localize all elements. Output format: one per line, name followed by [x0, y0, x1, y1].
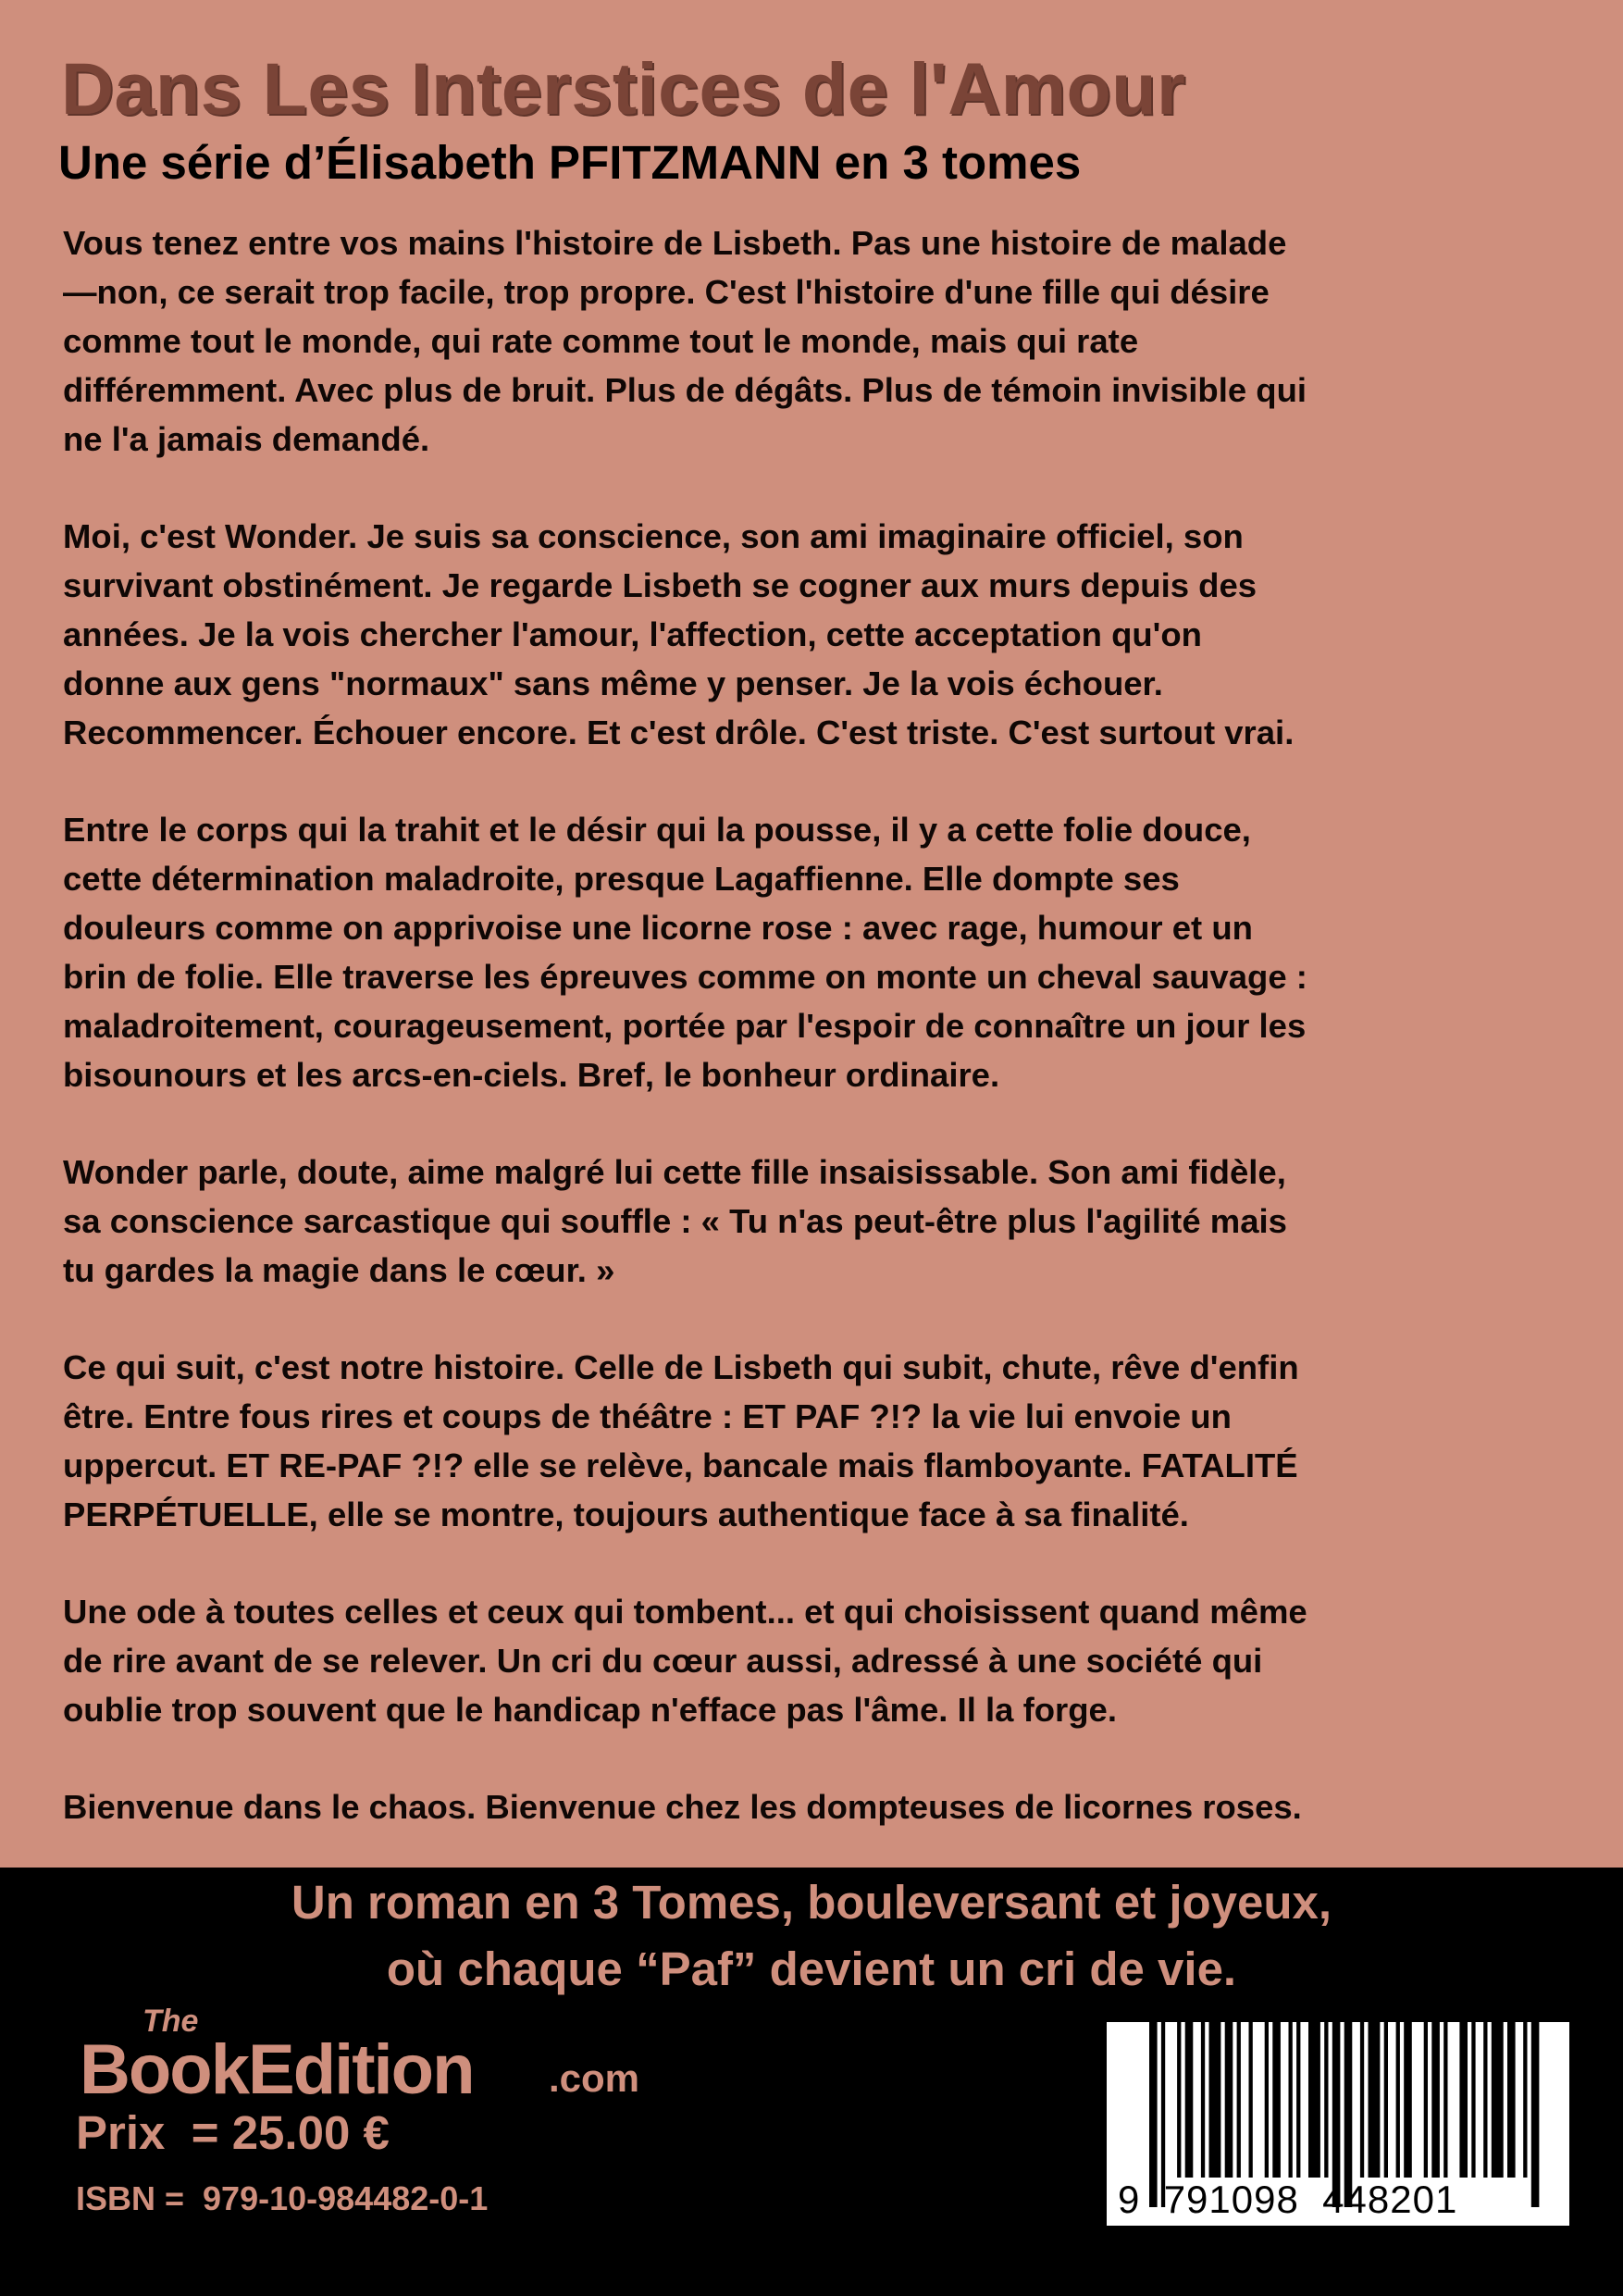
synopsis-paragraph-1: Vous tenez entre vos mains l'histoire de Lisbeth. Pas une histoire de malade —non, ce serait trop facile, trop propre. C'est l'histoire d'une fille qui désire comme tout le monde, qui rate comme tout le monde, mais qui rate différemment. Avec plus de bruit. Plus de dégâts. Plus de témoin invisible qui ne l'a jamais demandé.	[63, 224, 1307, 458]
barcode-bar	[1459, 2022, 1468, 2178]
barcode-bar	[1308, 2022, 1320, 2178]
barcode-bar	[1369, 2022, 1381, 2178]
synopsis-paragraph-3: Entre le corps qui la trahit et le désir qui la pousse, il y a cette folie douce, cette détermination maladroite, presque Lagaffienne. Elle dompte ses douleurs comme on apprivoise une licorne rose : avec rage, humour et un brin de folie. Elle traverse les épreuves comme on monte un cheval sauvage : maladroitement, courageusement, portée par l'espoir de connaître un jour les bisounours et les arcs-en-ciels. Bref, le bonheur ordinaire.	[63, 811, 1307, 1094]
barcode-bar	[1296, 2022, 1300, 2178]
barcode-bar	[1404, 2022, 1412, 2178]
barcode-bar	[1507, 2022, 1516, 2178]
barcode-bar	[1289, 2022, 1293, 2178]
barcode-bar	[1360, 2022, 1364, 2178]
barcode-bar	[1324, 2022, 1328, 2178]
barcode	[1107, 2022, 1569, 2226]
barcode-digits: 9 791098 448201	[1118, 2178, 1458, 2221]
logo-bookedition: BookEdition	[80, 2030, 474, 2109]
barcode-bar	[1265, 2022, 1269, 2178]
barcode-bar	[1471, 2022, 1475, 2178]
barcode-bar	[1237, 2022, 1241, 2178]
synopsis-paragraph-7: Bienvenue dans le chaos. Bienvenue chez les dompteuses de licornes roses.	[63, 1788, 1302, 1826]
synopsis	[63, 218, 1562, 1880]
barcode-bar	[1424, 2022, 1428, 2178]
barcode-bar	[1384, 2022, 1388, 2178]
barcode-bar	[1396, 2022, 1400, 2178]
barcode-bar	[1185, 2022, 1194, 2178]
barcode-bar	[1201, 2022, 1205, 2178]
logo-dotcom: .com	[549, 2056, 640, 2100]
barcode-bar	[1443, 2022, 1447, 2178]
tagline	[0, 1869, 1623, 2003]
barcode-bar	[1209, 2022, 1221, 2178]
barcode-bar	[1483, 2022, 1487, 2178]
barcode-bar	[1492, 2022, 1504, 2178]
synopsis-paragraph-5: Ce qui suit, c'est notre histoire. Celle de Lisbeth qui subit, chute, rêve d'enfin être. Entre fous rires et coups de théâtre : ET PAF ?!? la vie lui envoie un uppercut. ET RE-PAF ?!? elle se relève, bancale mais flamboyante. FATALITÉ PERPÉTUELLE, elle se montre, toujours authentique face à sa finalité.	[63, 1348, 1299, 1533]
barcode-bar	[1523, 2022, 1527, 2178]
tagline-line-1: Un roman en 3 Tomes, bouleversant et joyeux,	[291, 1876, 1332, 1929]
isbn: ISBN = 979-10-984482-0-1	[76, 2179, 489, 2217]
logo-the: The	[142, 2004, 199, 2039]
synopsis-paragraph-4: Wonder parle, doute, aime malgré lui cette fille insaisissable. Son ami fidèle, sa conscience sarcastique qui souffle : « Tu n'as peut-être plus l'agilité mais tu gardes la magie dans le cœur. »	[63, 1153, 1287, 1289]
barcode-bar	[1431, 2022, 1440, 2178]
tagline-line-2: où chaque “Paf” devient un cri de vie.	[386, 1942, 1237, 1995]
series-subtitle: Une série d’Élisabeth PFITZMANN en 3 tomes	[58, 136, 1082, 189]
synopsis-paragraph-6: Une ode à toutes celles et ceux qui tombent... et qui choisissent quand même de rire avant de se relever. Un cri du cœur aussi, adressé à une société qui oublie trop souvent que le handicap n'efface pas l'âme. Il la forge.	[63, 1593, 1307, 1729]
publisher-logo	[80, 2004, 653, 2109]
barcode-bar	[1249, 2022, 1253, 2178]
price: Prix = 25.00 €	[76, 2106, 390, 2159]
book-title: Dans Les Interstices de l'Amour	[61, 47, 1186, 130]
barcode-bar	[1177, 2022, 1181, 2178]
barcode-bar	[1272, 2022, 1281, 2178]
barcode-bar	[1225, 2022, 1233, 2178]
synopsis-paragraph-2: Moi, c'est Wonder. Je suis sa conscience, son ami imaginaire officiel, son survivant obstinément. Je regarde Lisbeth se cogner aux murs depuis des années. Je la vois chercher l'amour, l'affection, cette acceptation qu'on donne aux gens "normaux" sans même y penser. Je la vois échouer. Recommencer. Échouer encore. Et c'est drôle. C'est triste. C'est surtout vrai.	[63, 517, 1295, 751]
